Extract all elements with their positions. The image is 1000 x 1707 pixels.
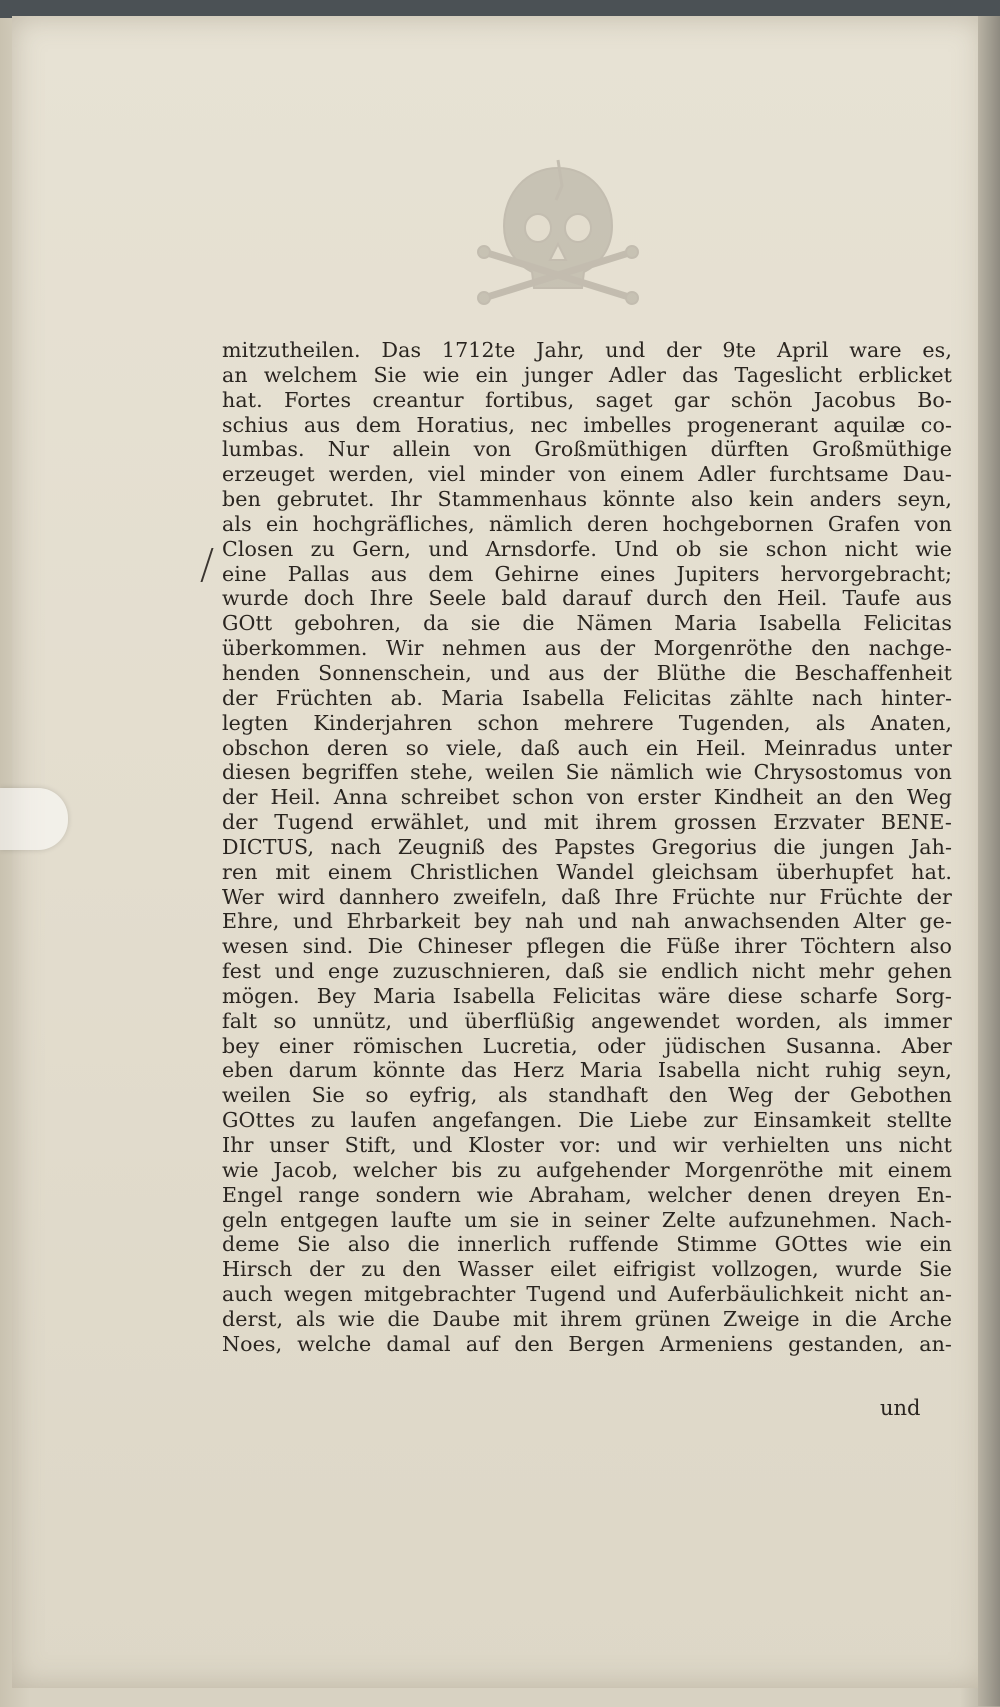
catchword: und: [880, 1396, 921, 1420]
text-line: wurde doch Ihre Seele bald darauf durch den Heil. Taufe aus: [222, 586, 952, 611]
text-line: Ihr unser Stift, und Kloster vor: und wir verhielten uns nicht: [222, 1133, 952, 1157]
text-line: eben darum könnte das Herz Maria Isabella nicht ruhig seyn,: [222, 1058, 952, 1083]
text-line: mitzutheilen. Das 1712te Jahr, und der 9te April ware es,: [222, 338, 952, 362]
text-line: der Tugend erwählet, und mit ihrem grossen Erzvater BENE-: [222, 810, 952, 835]
text-line: Ehre, und Ehrbarkeit bey nah und nah anwachsenden Alter ge-: [222, 909, 952, 934]
text-line: geln entgegen laufte um sie in seiner Zelte aufzunehmen. Nach-: [222, 1207, 952, 1232]
text-line: hat. Fortes creantur fortibus, saget gar schön Jacobus Bo-: [222, 387, 952, 412]
text-line: mögen. Bey Maria Isabella Felicitas wäre diese scharfe Sorg-: [222, 983, 952, 1008]
text-line: Noes, welche damal auf den Bergen Armeniens gestanden, an-: [222, 1331, 952, 1356]
text-line: erzeuget werden, viel minder von einem Adler furchtsame Dau-: [222, 462, 952, 487]
text-line: legten Kinderjahren schon mehrere Tugenden, als Anaten,: [222, 710, 952, 735]
text-line: Hirsch der zu den Wasser eilet eifrigist vollzogen, wurde Sie: [222, 1257, 952, 1282]
text-line: Engel range sondern wie Abraham, welcher denen dreyen En-: [222, 1182, 952, 1207]
text-line: ren mit einem Christlichen Wandel gleichsam überhupfet hat.: [222, 859, 952, 884]
text-line: als ein hochgräfliches, nämlich deren hochgebornen Grafen von: [222, 511, 952, 536]
text-line: deme Sie also die innerlich ruffende Stimme GOttes wie ein: [222, 1232, 952, 1257]
text-line: DICTUS, nach Zeugniß des Papstes Gregorius die jungen Jah-: [222, 834, 952, 859]
text-line: henden Sonnenschein, und aus der Blüthe die Beschaffenheit: [222, 660, 952, 685]
text-line: obschon deren so viele, daß auch ein Heil. Meinradus unter: [222, 735, 952, 760]
text-line: GOttes zu laufen angefangen. Die Liebe zur Einsamkeit stellte: [222, 1108, 952, 1133]
text-line: weilen Sie so eyfrig, als standhaft den Weg der Gebothen: [222, 1083, 952, 1108]
text-line: wesen sind. Die Chineser pflegen die Füße ihrer Töchtern also: [222, 934, 952, 959]
text-line: diesen begriffen stehe, weilen Sie nämlich wie Chrysostomus von: [222, 760, 952, 785]
text-line: lumbas. Nur allein von Großmüthigen dürften Großmüthige: [222, 437, 952, 462]
text-line: Closen zu Gern, und Arnsdorfe. Und ob sie schon nicht wie: [222, 536, 952, 561]
text-line: der Heil. Anna schreibet schon von erster Kindheit an den Weg: [222, 785, 952, 810]
text-line: bey einer römischen Lucretia, oder jüdischen Susanna. Aber: [222, 1033, 952, 1058]
skull-vignette-icon: [476, 156, 641, 311]
text-line: an welchem Sie wie ein junger Adler das Tageslicht erblicket: [222, 362, 952, 387]
text-line: derst, als wie die Daube mit ihrem grünen Zweige in die Arche: [222, 1306, 952, 1331]
text-line: Wer wird dannhero zweifeln, daß Ihre Früchte nur Früchte der: [222, 884, 952, 909]
text-line: falt so unnütz, und überflüßig angewendet worden, als immer: [222, 1008, 952, 1033]
bookmark-ribbon: [0, 788, 68, 850]
body-text: [222, 338, 952, 1357]
text-line: auch wegen mitgebrachter Tugend und Auferbäulichkeit nicht an-: [222, 1282, 952, 1307]
text-line: schius aus dem Horatius, nec imbelles progenerant aquilæ co-: [222, 412, 952, 437]
text-line: der Früchten ab. Maria Isabella Felicitas zählte nach hinter-: [222, 685, 952, 710]
text-line: GOtt gebohren, da sie die Nämen Maria Isabella Felicitas: [222, 611, 952, 636]
text-line: überkommen. Wir nehmen aus der Morgenröthe den nachge-: [222, 636, 952, 661]
text-line: fest und enge zuzuschnieren, daß sie endlich nicht mehr gehen: [222, 959, 952, 984]
text-line: ben gebrutet. Ihr Stammenhaus könnte also kein anders seyn,: [222, 487, 952, 512]
text-line: eine Pallas aus dem Gehirne eines Jupiters hervorgebracht;: [222, 561, 952, 586]
text-line: wie Jacob, welcher bis zu aufgehender Morgenröthe mit einem: [222, 1157, 952, 1182]
page-right-edge: [978, 16, 1000, 1706]
